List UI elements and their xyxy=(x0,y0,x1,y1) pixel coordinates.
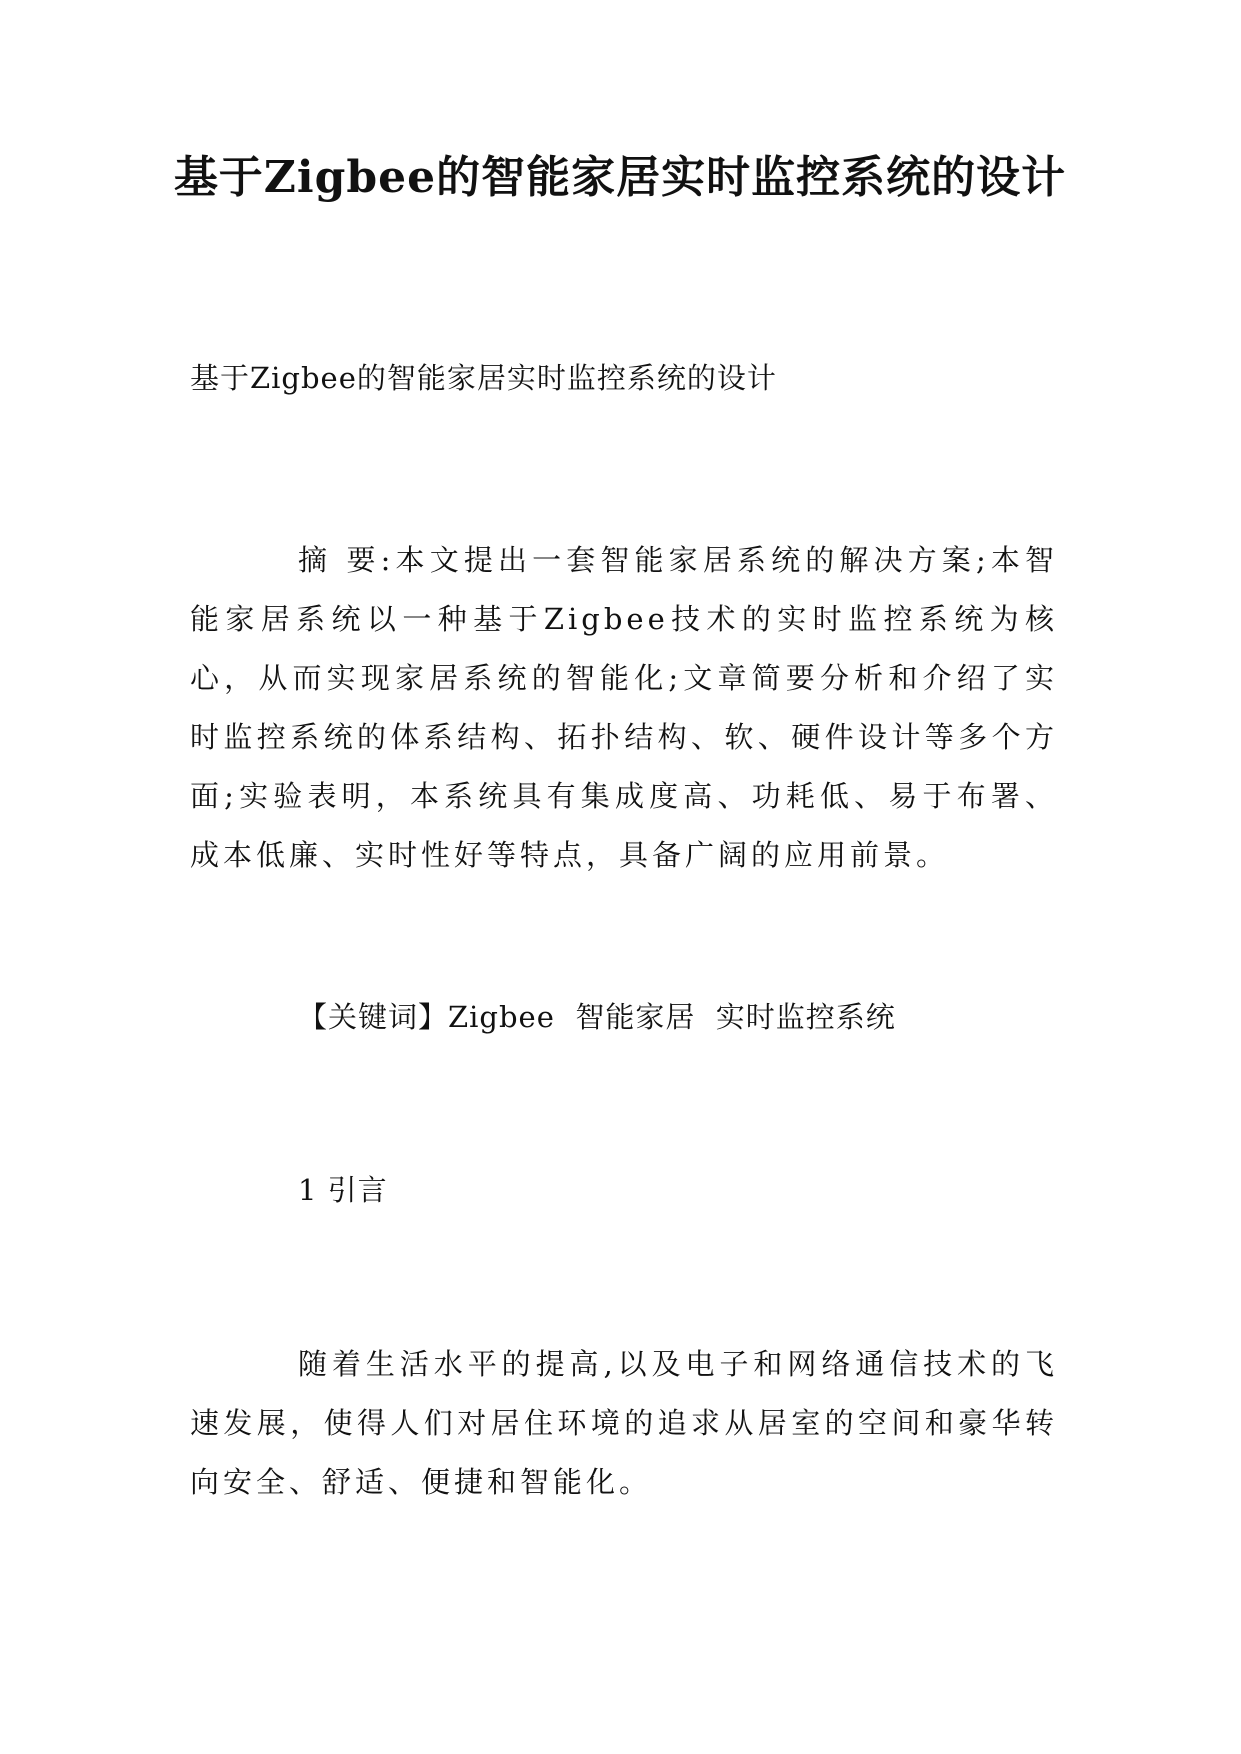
abstract-paragraph: 摘 要:本文提出一套智能家居系统的解决方案;本智能家居系统以一种基于Zigbee技术的实时监控系统为核心，从而实现家居系统的智能化;文章简要分析和介绍了实时监控系统的体系结构、拓扑结构、软、硬件设计等多个方面;实验表明，本系统具有集成度高、功耗低、易于布署、成本低廉、实时性好等特点，具备广阔的应用前景。 xyxy=(190,543,1058,872)
document-title: 基于Zigbee的智能家居实时监控系统的设计 xyxy=(173,152,1067,203)
document-subtitle: 基于Zigbee的智能家居实时监控系统的设计 xyxy=(190,361,777,395)
keywords-line: 【关键词】Zigbee 智能家居 实时监控系统 xyxy=(298,1000,896,1034)
intro-paragraph: 随着生活水平的提高,以及电子和网络通信技术的飞速发展，使得人们对居住环境的追求从居室的空间和豪华转向安全、舒适、便捷和智能化。 xyxy=(190,1347,1058,1499)
section-heading: 1 引言 xyxy=(298,1173,388,1207)
